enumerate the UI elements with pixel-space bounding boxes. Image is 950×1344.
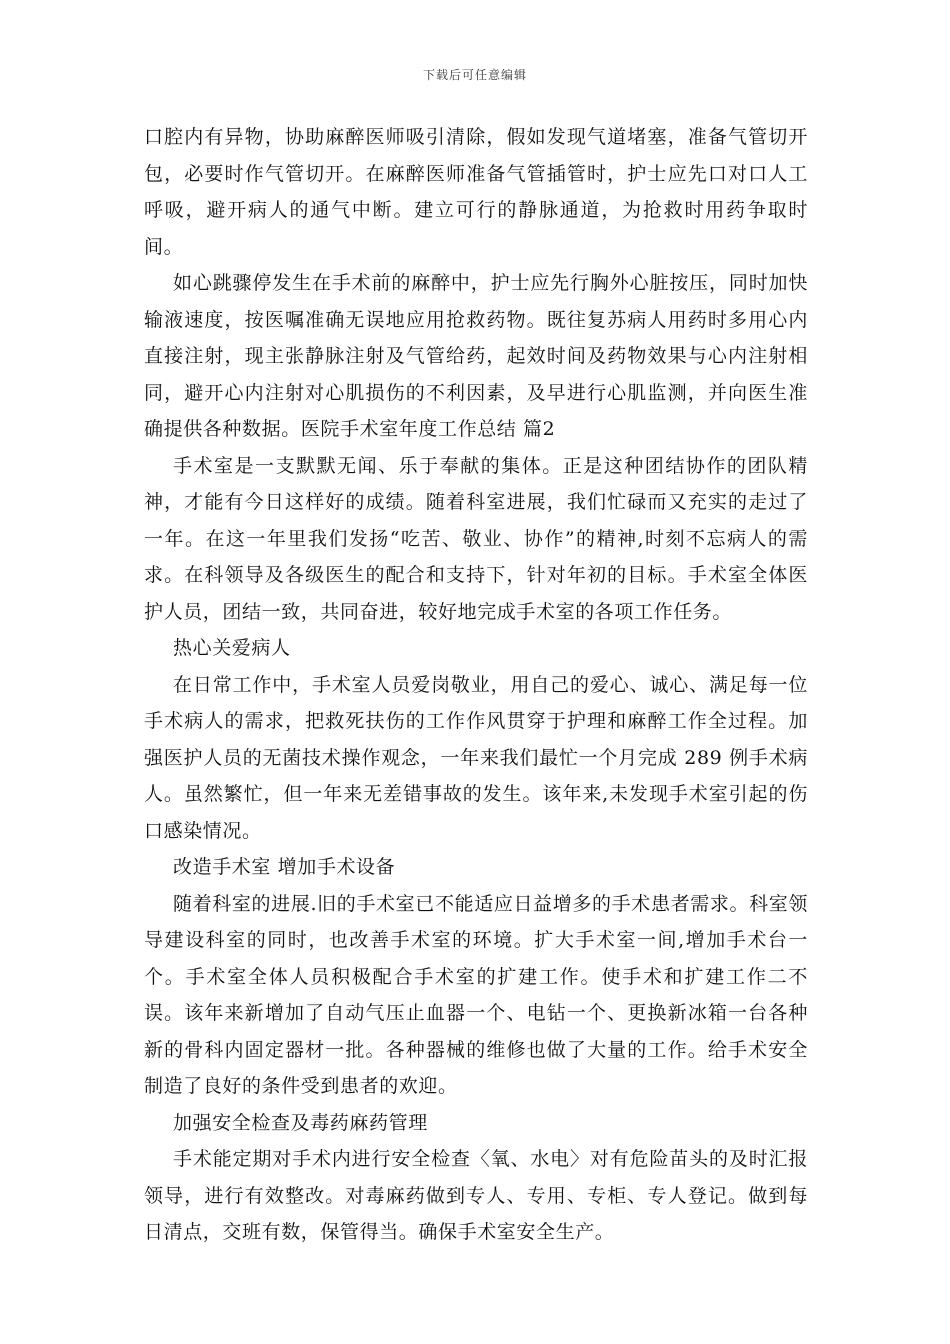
paragraph: 如心跳骤停发生在手术前的麻醉中，护士应先行胸外心脏按压，同时加快输液速度，按医嘱准确无误地应用抢救药物。既往复苏病人用药时多用心内直接注射，现主张静脉注射及气管给药，起效时间及药物效果与心内注射相同，避开心内注射对心肌损伤的不利因素，及早进行心肌监测，并向医生准确提供各种数据。医院手术室年度工作总结 篇2 <box>144 272 808 440</box>
paragraph-continuation: 口腔内有异物，协助麻醉医师吸引清除，假如发现气道堵塞，准备气管切开包，必要时作气管切开。在麻醉医师准备气管插管时，护士应先口对口人工呼吸，避开病人的通气中断。建立可行的静脉通道，为抢救时用药争取时间。 <box>144 126 808 258</box>
paragraph: 随着科室的进展.旧的手术室已不能适应日益增多的手术患者需求。科室领导建设科室的同时，也改善手术室的环境。扩大手术室一间,增加手术台一个。手术室全体人员积极配合手术室的扩建工作。使手术和扩建工作二不误。该年来新增加了自动气压止血器一个、电钻一个、更换新冰箱一台各种新的骨科内固定器材一批。各种器械的维修也做了大量的工作。给手术安全制造了良好的条件受到患者的欢迎。 <box>144 892 808 1097</box>
paragraph: 在日常工作中，手术室人员爱岗敬业，用自己的爱心、诚心、满足每一位手术病人的需求，把救死扶伤的工作作风贯穿于护理和麻醉工作全过程。加强医护人员的无菌技术操作观念，一年来我们最忙一个月完成 289 例手术病人。虽然繁忙，但一年来无差错事故的发生。该年来,未发现手术室引起的伤口感染情况。 <box>144 673 808 842</box>
paragraph: 手术室是一支默默无闻、乐于奉献的集体。正是这种团结协作的团队精神，才能有今日这样好的成绩。随着科室进展，我们忙碌而又充实的走过了一年。在这一年里我们发扬“吃苦、敬业、协作”的精神,时刻不忘病人的需求。在科领导及各级医生的配合和支持下，针对年初的目标。手术室全体医护人员，团结一致，共同奋进，较好地完成手术室的各项工作任务。 <box>144 454 808 623</box>
section-heading: 改造手术室 增加手术设备 <box>173 856 396 878</box>
section-heading: 热心关爱病人 <box>173 637 291 659</box>
page-header: 下载后可任意编辑 <box>422 68 527 82</box>
paragraph: 手术能定期对手术内进行安全检查〈氧、水电〉对有危险苗头的及时汇报领导，进行有效整改。对毒麻药做到专人、专用、专柜、专人登记。做到每日清点，交班有数，保管得当。确保手术室安全生产。 <box>144 1148 808 1243</box>
section-heading: 加强安全检查及毒药麻药管理 <box>173 1111 428 1134</box>
document-body <box>144 119 808 1251</box>
